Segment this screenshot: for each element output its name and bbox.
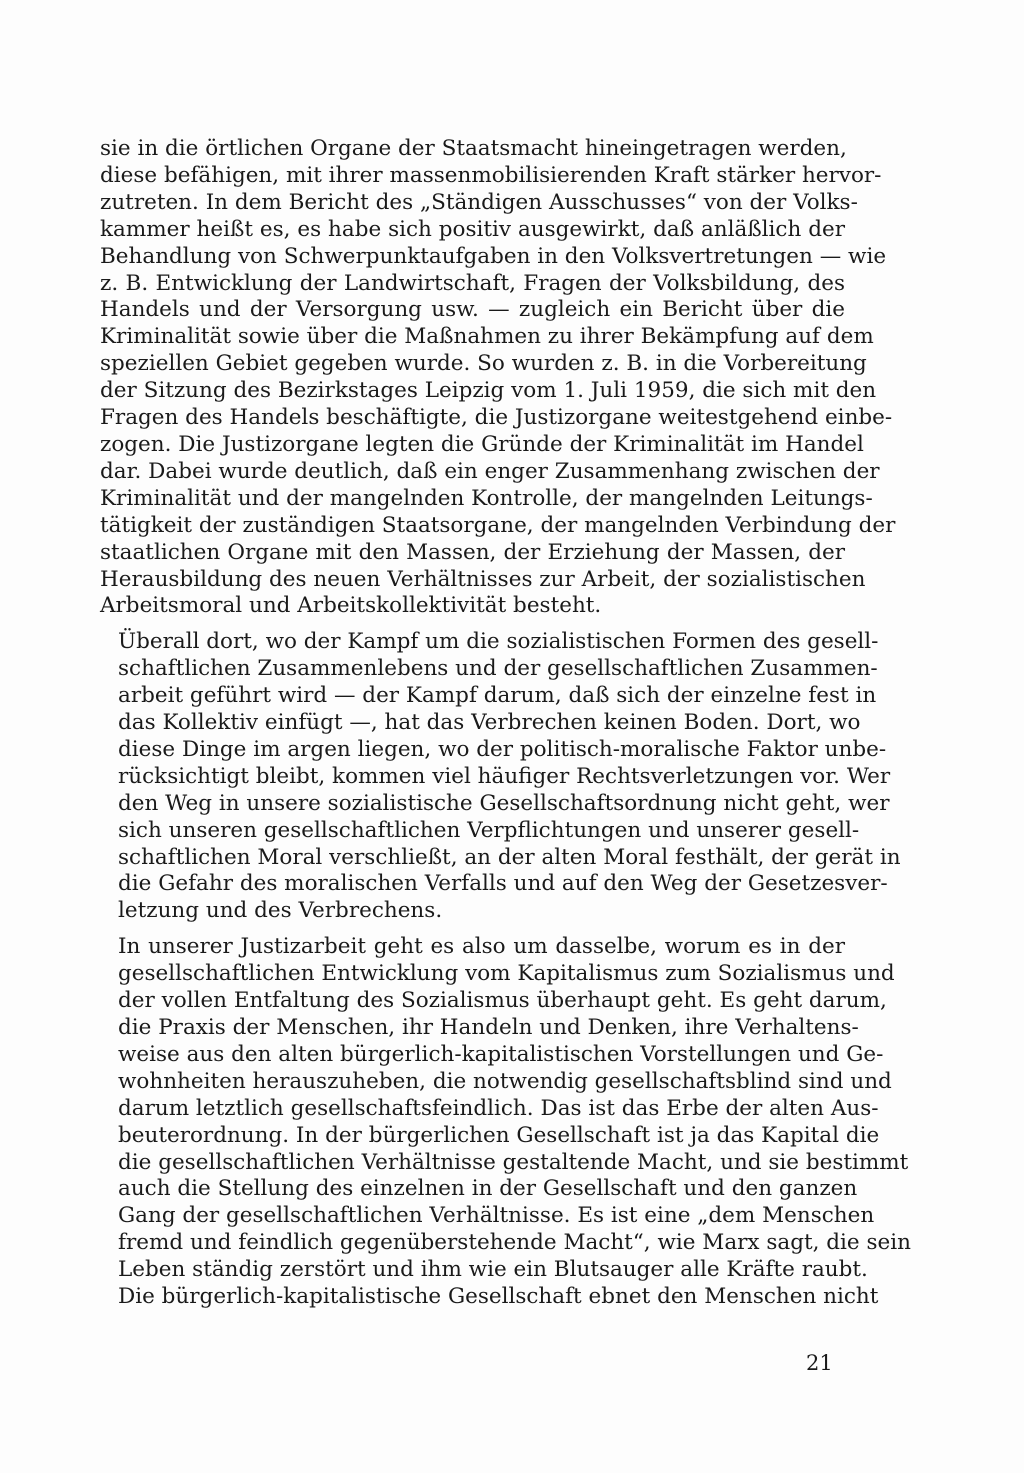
text-line: dar. Dabei wurde deutlich, daß ein enger Zusammenhang zwischen der xyxy=(100,458,880,484)
text-line: Handels und der Versorgung usw. — zugleich ein Bericht über die xyxy=(100,297,845,323)
text-line: Die bürgerlich-kapitalistische Gesellschaft ebnet den Menschen nicht xyxy=(118,1284,879,1310)
text-line: schaftlichen Moral verschließt, an der alten Moral festhält, der gerät in xyxy=(118,844,901,870)
paragraph-2 xyxy=(100,629,901,925)
text-line: die Praxis der Menschen, ihr Handeln und Denken, ihre Verhaltens- xyxy=(118,1015,859,1040)
text-line: gesellschaftlichen Entwicklung vom Kapitalismus zum Sozialismus und xyxy=(118,961,895,987)
text-line: letzung und des Verbrechens. xyxy=(118,898,443,924)
text-line: den Weg in unsere sozialistische Gesellschaftsordnung nicht geht, wer xyxy=(118,790,890,816)
text-line: beuterordnung. In der bürgerlichen Gesellschaft ist ja das Kapital die xyxy=(118,1122,880,1148)
text-line: Herausbildung des neuen Verhältnisses zur Arbeit, der sozialistischen xyxy=(100,566,866,592)
text-line: auch die Stellung des einzelnen in der Gesellschaft und den ganzen xyxy=(118,1176,858,1202)
text-line: z. B. Entwicklung der Landwirtschaft, Fragen der Volksbildung, des xyxy=(100,270,845,296)
body-text xyxy=(100,136,911,1320)
text-line: zutreten. In dem Bericht des „Ständigen Ausschusses“ von der Volks- xyxy=(100,189,858,215)
text-line: Leben ständig zerstört und ihm wie ein Blutsauger alle Kräfte raubt. xyxy=(118,1257,868,1283)
text-line: Kriminalität sowie über die Maßnahmen zu ihrer Bekämpfung auf dem xyxy=(100,324,874,350)
text-line: Überall dort, wo der Kampf um die sozialistischen Formen des gesell- xyxy=(118,629,879,655)
text-line: darum letztlich gesellschaftsfeindlich. Das ist das Erbe der alten Aus- xyxy=(118,1095,879,1121)
text-line: Arbeitsmoral und Arbeitskollektivität besteht. xyxy=(100,593,602,619)
text-line: das Kollektiv einfügt —, hat das Verbrechen keinen Boden. Dort, wo xyxy=(118,710,861,736)
text-line: Behandlung von Schwerpunktaufgaben in den Volksvertretungen — wie xyxy=(100,243,887,269)
paragraph-1 xyxy=(100,136,896,620)
text-line: sie in die örtlichen Organe der Staatsmacht hineingetragen werden, xyxy=(100,136,847,161)
text-line: zogen. Die Justizorgane legten die Gründe der Kriminalität im Handel xyxy=(100,431,864,457)
text-line: rücksichtigt bleibt, kommen viel häufiger Rechtsverletzungen vor. Wer xyxy=(118,763,891,789)
text-line: die gesellschaftlichen Verhältnisse gestaltende Macht, und sie bestimmt xyxy=(118,1149,909,1175)
text-line: Fragen des Handels beschäftigte, die Justizorgane weitestgehend einbe- xyxy=(100,405,893,431)
text-line: der vollen Entfaltung des Sozialismus überhaupt geht. Es geht darum, xyxy=(118,988,887,1014)
text-line: diese Dinge im argen liegen, wo der politisch-moralische Faktor unbe- xyxy=(118,736,887,762)
text-line: schaftlichen Zusammenlebens und der gesellschaftlichen Zusammen- xyxy=(118,656,878,682)
text-line: sich unseren gesellschaftlichen Verpflichtungen und unserer gesell- xyxy=(118,817,860,843)
text-line: die Gefahr des moralischen Verfalls und auf den Weg der Gesetzesver- xyxy=(118,871,888,897)
text-line: fremd und feindlich gegenüberstehende Macht“, wie Marx sagt, die sein xyxy=(118,1230,911,1256)
text-line: wohnheiten herauszuheben, die notwendig gesellschaftsblind sind und xyxy=(118,1068,892,1094)
text-line: diese befähigen, mit ihrer massenmobilisierenden Kraft stärker hervor- xyxy=(100,162,882,188)
text-line: In unserer Justizarbeit geht es also um dasselbe, worum es in der xyxy=(118,934,845,960)
text-line: weise aus den alten bürgerlich-kapitalistischen Vorstellungen und Ge- xyxy=(118,1041,884,1067)
paragraph-3 xyxy=(100,934,911,1311)
text-line: arbeit geführt wird — der Kampf darum, daß sich der einzelne fest in xyxy=(118,683,877,709)
text-line: speziellen Gebiet gegeben wurde. So wurden z. B. in die Vorbereitung xyxy=(100,351,867,377)
text-line: Kriminalität und der mangelnden Kontrolle, der mangelnden Leitungs- xyxy=(100,485,873,511)
text-line: kammer heißt es, es habe sich positiv ausgewirkt, daß anläßlich der xyxy=(100,216,845,242)
text-line: tätigkeit der zuständigen Staatsorgane, der mangelnden Verbindung der xyxy=(100,512,896,538)
text-line: der Sitzung des Bezirkstages Leipzig vom 1. Juli 1959, die sich mit den xyxy=(100,378,877,404)
text-line: staatlichen Organe mit den Massen, der Erziehung der Massen, der xyxy=(100,539,845,565)
page-number: 21 xyxy=(806,1351,833,1375)
text-line: Gang der gesellschaftlichen Verhältnisse. Es ist eine „dem Menschen xyxy=(118,1203,875,1229)
